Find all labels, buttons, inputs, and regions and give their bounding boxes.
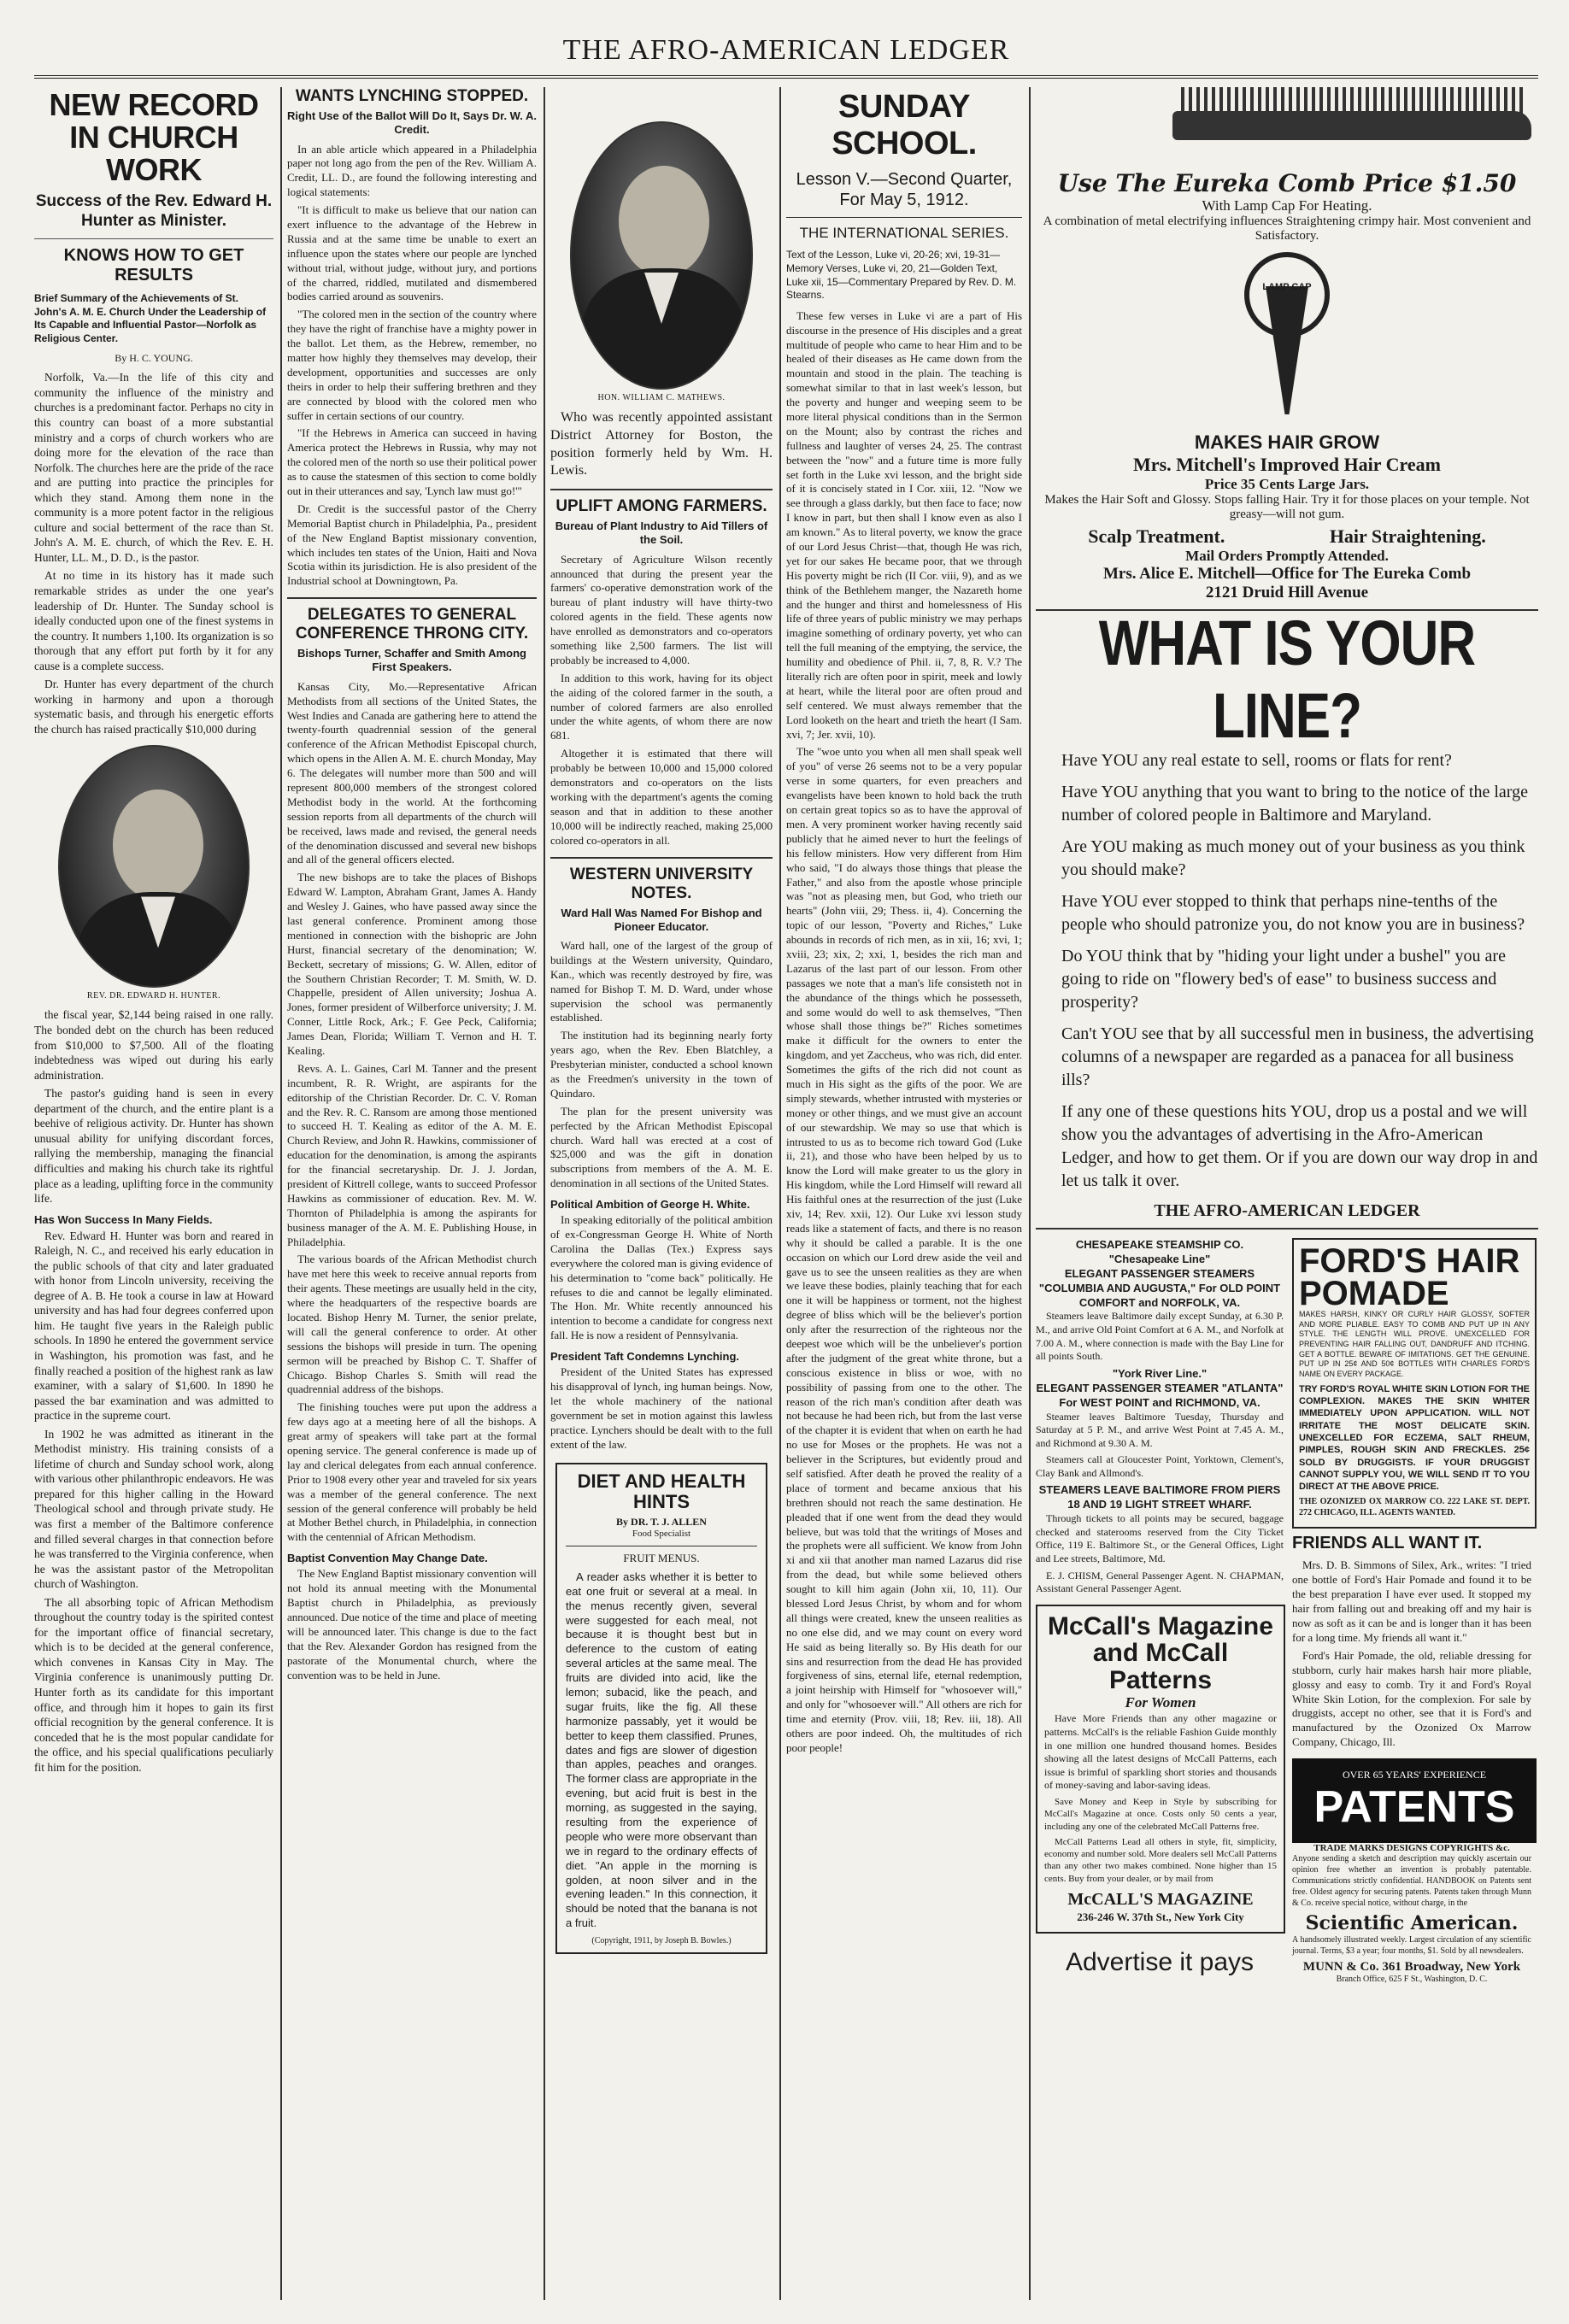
cream-price: Price 35 Cents Large Jars.	[1204, 476, 1370, 492]
paragraph: Kansas City, Mo.—Representative African Methodists from all sections of the United States, the West Indies and Canada are gathering here to attend the twenty-fourth quadrennial session of the general conference of the African Methodist Episcopal church, which opens in the Allen A. M. E. church Monday, May 6. The delegates will number more than 500 and will represent 800,000 members of the strongest colored Methodist body in the world. At the forthcoming session reports from all departments of the church will be received, laws made and revised, the general needs of the denomination discussed and several new bishops and all of the general officers elected.	[287, 679, 537, 866]
ads-lower-row	[1036, 1238, 1538, 1984]
headline-delegates: DELEGATES TO GENERAL CONFERENCE THRONG CITY.	[287, 597, 537, 643]
subhead-lesson: Lesson V.—Second Quarter, For May 5, 1912.	[796, 170, 1013, 209]
eureka-title: Use The Eureka Comb Price $1.50	[1057, 169, 1517, 197]
paragraph: the fiscal year, $2,144 being raised in one rally. The bonded debt on the church has been reduced from $10,000 to $7,500. All of the floating indebtedness was wiped out during his early administration.	[34, 1008, 273, 1082]
mccall-for-women: For Women	[1125, 1694, 1196, 1711]
office-line: Mrs. Alice E. Mitchell—Office for The Eureka Comb	[1102, 565, 1472, 583]
headline-sunday-school: SUNDAY SCHOOL.	[832, 89, 977, 161]
patents-ad	[1292, 1758, 1537, 1843]
munn-co: MUNN & Co. 361 Broadway, New York	[1302, 1960, 1521, 1975]
ches-atlanta: ELEGANT PASSENGER STEAMER "ATLANTA" For WEST POINT and RICHMOND, VA.	[1036, 1381, 1284, 1409]
mccall-magazine-name: McCALL'S MAGAZINE	[1067, 1890, 1254, 1910]
paragraph: Altogether it is estimated that there will probably be between 10,000 and 15,000 colored demonstrators and co-operators on the lists working with the department's agents the coming season and that in addition to these another 10,000 will be indirectly reached, making 25,000 colored co-operators in all.	[550, 747, 773, 847]
eureka-line: With Lamp Cap For Heating.	[1202, 197, 1372, 214]
treatment-row	[1036, 525, 1538, 548]
ledger-signoff: THE AFRO-AMERICAN LEDGER	[1154, 1201, 1420, 1220]
paragraph: Anyone sending a sketch and description may quickly ascertain our opinion free whether an invention is probably patentable. Communications strictly confidential. HANDBOOK on Patents sent free. Oldest agency for securing patents. Patents taken through Munn & Co. receive special notice, without charge, in the	[1292, 1854, 1531, 1909]
office-address: 2121 Druid Hill Avenue	[1205, 584, 1369, 602]
inline-heading: Political Ambition of George H. White.	[550, 1198, 750, 1212]
ches-line-name: "Chesapeake Line"	[1108, 1252, 1211, 1265]
paragraph: The finishing touches were put upon the address a few days ago at a meeting here of all the bishops. A great army of speakers will take part at the formal opening service. The general conference is made up of lay and clerical delegates from each annual conference. Prior to 1908 every other year and traveled for six years was a member of the general conference. The next session of the general conference will probably be held at Mother Bethel church, in Philadelphia, in connection with the centennial of African Methodism.	[287, 1400, 537, 1544]
mccall-title: McCall's Magazine and McCall Patterns	[1048, 1611, 1273, 1694]
chesapeake-steamship-ad	[1036, 1238, 1284, 1984]
paragraph: In 1902 he was admitted as itinerant in the Methodist ministry. His training consists of a lifetime of church and Sunday school work, along with various other philanthropic endeavors. He was prepared for this higher calling in the Howard Theological school and through private study. He was first a member of the Baltimore conference and filled several charges in that connection before he was transferred to the Virginia conference, when he was the assistant pastor of the Metropolitan church of Washington.	[34, 1427, 273, 1591]
mail-orders: Mail Orders Promptly Attended.	[1185, 548, 1389, 564]
paragraph: Steamers call at Gloucester Point, Yorktown, Clement's, Clay Bank and Allmond's.	[1036, 1453, 1284, 1479]
eureka-line: A combination of metal electrifying influences Straightening crimpy hair. Most convenient and Satisfactory.	[1043, 214, 1531, 243]
paragraph: "It is difficult to make us believe that our nation can exert influence to the advantage of the Hebrew in Russia and at the same time be unable to exert an influence upon the states where our people are lynched without trial, without judge, without jury, and portions of the charred, riddled, mutilated and dismembered bodies carried around as souvenirs.	[287, 203, 537, 303]
question: Have YOU any real estate to sell, rooms or flats for rent?	[1061, 751, 1452, 770]
column-lynching	[287, 87, 537, 2300]
paragraph: Through tickets to all points may be secured, baggage checked and staterooms reserved from the City Ticket Office, 119 E. Baltimore St., or the General Offices, Light and Lee streets, Baltimore, Md.	[1036, 1512, 1284, 1565]
question: Can't YOU see that by all successful men in business, the advertising columns of a newspaper are regarded as a panacea for all business ills?	[1061, 1024, 1534, 1089]
ches-title: CHESAPEAKE STEAMSHIP CO.	[1075, 1238, 1244, 1251]
makes-hair-grow: MAKES HAIR GROW	[1194, 431, 1380, 453]
portrait-mathews	[570, 121, 753, 390]
copyright-line: (Copyright, 1911, by Joseph B. Bowles.)	[591, 1936, 732, 1946]
question: Have YOU ever stopped to think that perhaps nine-tenths of the people who should patronize you, do not know you are in business?	[1061, 892, 1525, 934]
cream-description: Makes the Hair Soft and Glossy. Stops falling Hair. Try it for those places on your temple. Not greasy—will not gum.	[1044, 493, 1530, 521]
paragraph: The "woe unto you when all men shall speak well of you" of verse 26 seems not to be a very popular verse in some quarters, for even preachers and evangelists have been known to hold back the truth on certain great topics so as to have the approval of men. A very prominent worker having recently said publicly that he aimed never to hurt the feelings of his fellow ministers. How very different from Him who said, "I do always those things that please the Father," and also from the apostle whose principle was "not as pleasing men, but God, who trieth our hearts" (John viii, 29; Thess. ii, 4). Concerning the topic of our lesson, "Poverty and Riches," Luke abounds in records of rich men, as in xii, 16; xvi, 1; xviii, 23; xix, 2; xxi, 1, besides the rich man and Lazarus of the last part of our lesson. From other passages we note that a man's life consisteth not in the abundance of the things which he possesseth, and some would do well to ask themselves, "Then whose shall those things be?" Riches sometimes make it difficult for the owners to enter the kingdom, and yet Zaccheus, who was rich, did enter. Sometimes the gifts of the rich did not count as much in His sight as the gifts of the poor. We are simply stewards, whether intrusted with mysteries or money or other things, and we must give an account of our stewardship. We may so use that which is intrusted to us as to become rich toward God (Luke ii, 21), and those who have been helped by us to know the Lord will make greater to us the glory in His kingdom, while the Lord Himself will reward all His faithful ones at the resurrection of the just (Luke xiv, 14; Rev. xxii, 12). Our Luke xvi lesson study reads like a statement of facts, and there is no reason why it should be called a parable. It is the one occasion on which our Lord drew aside the veil and gave us to see the unseen realities as they are when we leave these bodies, plainly teaching that for each one it will be happiness or torment, not the highest degree of bliss which will be the believer's portion only after the resurrection of the righteous nor the deepest woe which will be the unbeliever's portion after the judgment of the great white throne, but a conscious existence in bliss or woe, with no possibility of passing from one to the other. The reason of the rich man's condition after death was not because he had been rich, but from the last verse of the chapter it is evident that when on earth he had no use for Moses or the prophets. He was not a believer in the Scriptures, but evidently proud and self satisfied. After death he proved the reality of a place of torment and became anxious that his brethren should not reach the same destination. He pleaded that if one went from the dead they would believe, but was told that the writings of Moses and the prophets were all sufficient. We know from John xi and xii that another man named Lazarus did rise from the dead, but while some believed others sought to kill him again (John xii, 10, 11). Our blessed Lord Jesus Christ, by whom and for whom all things were created, knew the unseen realities as no one else did, and we may count on every word He said as being literally so. By His death for our sins and resurrection from the dead He has provided forgiveness of sins, eternal life, eternal redemption, a joint heirship with Himself for "whosoever will," and only for "whosoever will." All others are rich for time and eternity (Prov. viii, 18; Rev. iii, 18). All others are poor indeed. Oh, the multitudes of rich poor people!	[786, 745, 1022, 1754]
diet-box-text: A reader asks whether it is better to eat one fruit or several at a meal. In the menus recently given, several were suggested for each meal, not because it is thought best but in deference to the custom of eating several articles at the same meal. The fruits are divided into acid, like the lemon; subacid, like the peach, and sugar fruits, like the fig. All these harmonize passably, yet it would be better to keep them classified. Prunes, dates and figs are slower of digestion than apples, peaches and oranges. The former class are appropriate in the evening, but acid fruit is best in the morning, as suggested in the saying, resulting from the experience of people who were more observant than we in regard to the ordinary effects of diet. "An apple in the morning is golden, at noon silver and in the evening leaden." In this connection, it should be noted that the banana is not a fruit.	[566, 1570, 757, 1930]
paragraph: E. J. CHISM, General Passenger Agent. N. CHAPMAN, Assistant General Passenger Agent.	[1036, 1569, 1284, 1595]
hair-cream: Mrs. Mitchell's Improved Hair Cream	[1133, 454, 1441, 475]
question: Are YOU making as much money out of your business as you think you should make?	[1061, 837, 1525, 879]
paragraph: Steamers leave Baltimore daily except Sunday, at 6.30 P. M., and arrive Old Point Comfort at 6 A. M., and Norfolk at 7.00 A. M., where connection is made with the Bay Line for all points South.	[1036, 1310, 1284, 1363]
column-mathews	[550, 87, 773, 2300]
paragraph: TRY FORD'S ROYAL WHITE SKIN LOTION FOR THE COMPLEXION. MAKES THE SKIN WHITER IMMEDIATELY UPON APPLICATION. WILL NOT IRRITATE THE MOST DELICATE SKIN. UNEXCELLED FOR ECZEMA, SALT RHEUM, PIMPLES, ROUGH SKIN AND FRECKLES. 25¢ SOLD BY DRUGGISTS. IF YOUR DRUGGIST CANNOT SUPPLY YOU, WE WILL SEND IT TO YOU DIRECT AT THE ABOVE PRICE.	[1299, 1383, 1530, 1493]
paragraph: In addition to this work, having for its object the aiding of the colored farmer in the south, a number of colored farmers are also enrolled under the white agents, of whom there are now 681.	[550, 671, 773, 742]
eureka-comb-ad	[1036, 87, 1538, 611]
what-is-your-line-ad	[1036, 608, 1538, 1229]
paragraph: Have More Friends than any other magazine or patterns. McCall's is the reliable Fashion Guide monthly in one million one hundred thousand homes. Besides showing all the latest designs of McCall Patterns, each issue is brimful of sparkling short stories and thousands of money-saving and labor-saving ideas.	[1044, 1712, 1277, 1792]
paragraph: The all absorbing topic of African Methodism throughout the country today is the spirited contest for the important office of financial secretary, which is to be decided at the general conference, which convenes in Kansas City in May. The Virginia conference is unanimously putting Dr. Hunter forth as its candidate for this important office, and through him it hopes to gain its first official recognition by the general conference. It is conceded that he is the most popular candidate for the office, and his special qualifications peculiarly fit him for the position.	[34, 1595, 273, 1774]
column-rule	[779, 87, 781, 2300]
patents-experience: OVER 65 YEARS' EXPERIENCE	[1342, 1769, 1487, 1781]
diet-box-subtitle: FRUIT MENUS.	[566, 1546, 757, 1565]
byline: By H. C. YOUNG.	[115, 352, 193, 365]
paragraph: Revs. A. L. Gaines, Carl M. Tanner and the present incumbent, R. R. Wright, are aspirants for the editorship of the Christian Recorder. Dr. C. V. Roman and the Rev. R. C. Ransom are among those mentioned to succeed H. T. Kealing as editor of the A. M. E. Church Review, and John R. Hawkins, commissioner of education for the denomination, is among the aspirants for the financial secretaryship. Dr. J. J. Jordan, president of Kittrell college, wants to succeed Professor Hawkins as commissioner of education. Rev. M. W. Thornton of Philadelphia is among the aspirants for business manager of the A. M. E. Publishing House, in Philadelphia.	[287, 1061, 537, 1248]
portrait-caption: REV. DR. EDWARD H. HUNTER.	[86, 991, 221, 1001]
paragraph: Rev. Edward H. Hunter was born and reared in Raleigh, N. C., and received his early education in the public schools of that city and later graduated with honor from Lincoln university, receiving the degree of A. B. He took a course in law at Howard university and has had four degrees conferred upon him. He taught five years in the Raleigh public schools. In 1890 he entered the government service in Washington, his promotion was fast, and he finally reached a position of the highest rank as law examiner, with a salary of $1,600. In 1890 he passed the bar examination and was admitted to practice in the supreme court.	[34, 1229, 273, 1423]
subhead-ward-hall: Ward Hall Was Named For Bishop and Pioneer Educator.	[561, 906, 762, 933]
paragraph: THE OZONIZED OX MARROW CO. 222 LAKE ST. DEPT. 272 CHICAGO, ILL. AGENTS WANTED.	[1299, 1497, 1530, 1518]
comb-icon	[1036, 87, 1538, 164]
lesson-deck: Text of the Lesson, Luke vi, 20-26; xvi, 19-31—Memory Verses, Luke vi, 20, 21—Golden Text, Luke xii, 15—Commentary Prepared by Rev. D. M. Stearns.	[786, 249, 1017, 302]
headline-western-university: WESTERN UNIVERSITY NOTES.	[550, 857, 773, 903]
column-sunday-school	[786, 87, 1022, 2300]
column-rule	[280, 87, 282, 2300]
scientific-american: Scientific American.	[1305, 1912, 1519, 1935]
paragraph: Dr. Hunter has every department of the church working in harmony and upon a thorough systematic basis, and through his energetic efforts the church has raised practically $10,000 during	[34, 678, 273, 736]
paragraph: Secretary of Agriculture Wilson recently announced that during the present year the farmers' co-operative demonstration work of the bureau of plant industry will have thirty-two colored agents in the field. These agents now have enrolled as demonstrators and co-operators something like 2,500 farmers. The list will probably be increased to 4,000.	[550, 552, 773, 666]
inline-heading: President Taft Condemns Lynching.	[550, 1350, 740, 1364]
inline-heading: Baptist Convention May Change Date.	[287, 1552, 488, 1565]
masthead-title: THE AFRO-AMERICAN LEDGER	[562, 34, 1010, 66]
diet-health-box	[555, 1463, 767, 1955]
column-rule	[544, 87, 545, 2300]
fords-pomade-ad	[1292, 1238, 1537, 1529]
newspaper-page	[34, 26, 1538, 2307]
question: Have YOU anything that you want to bring to the notice of the large number of colored people in Baltimore and Maryland.	[1061, 783, 1528, 825]
paragraph: The various boards of the African Methodist church have met here this week to receive annual reports from their agents. These meetings are usually held in the city, where the headquarters of the respective boards are located. Bishop Henry M. Turner, the senior prelate, will call the general conference to order. At other sessions the bishops will preside in turn. The opening sermon will be preached by Bishop C. T. Shaffer of Chicago. Bishop Charles S. Smith will read the quadrennial address of the bishops.	[287, 1253, 537, 1396]
paragraph: President of the United States has expressed his disapproval of lynch, ing human beings. Now, let the whole machinery of the national government be set in motion against this lawless practice. Lynchers should be dealt with to the full extent of the law.	[550, 1365, 773, 1451]
question: Do YOU think that by "hiding your light under a bushel" you are going to ride on "flowery bed's of ease" to business success and prosperity?	[1061, 947, 1506, 1012]
paragraph: The plan for the present university was perfected by the African Methodist Episcopal church. Ward hall was erected at a cost of $25,000 and was the gift in donation subscriptions from members of the A. M. E. denomination in all sections of the United States.	[550, 1104, 773, 1190]
lamp-cap-icon	[1236, 252, 1338, 423]
paragraph: The pastor's guiding hand is seen in every department of the church, and the entire plant is a beehive of religious activity. Dr. Hunter has shown unusual ability for unifying discordant forces, rallying the membership, managing the financial difficulties and making his church take its rightful place as a leading, uplifting force in the community life.	[34, 1087, 273, 1206]
diet-box-title: DIET AND HEALTH HINTS	[577, 1470, 746, 1512]
mccall-ad	[1036, 1605, 1285, 1934]
paragraph: Dr. Credit is the successful pastor of the Cherry Memorial Baptist church in Philadelphia, Pa., president of the New England Baptist missionary convention, which includes ten states of the Union, Haiti and Nova Scotia within its jurisdiction. He is also president of the Industrial school at Downingtown, Pa.	[287, 502, 537, 588]
ford-title: FORD'S HAIR POMADE	[1299, 1242, 1520, 1312]
subhead-success: Success of the Rev. Edward H. Hunter as Minister.	[35, 192, 273, 231]
what-is-your-line-title: WHAT IS YOUR LINE?	[1098, 608, 1476, 752]
paragraph: "The colored men in the section of the country where they have the right of franchise have a mighty power in the ballot. Let them, as the Hebrew, remember, no matter how highly they themselves may develop, their development, opportunities and successes are only theirs in order to help their suffering brethren and they are connected by blood with the colored men who suffer in certain sections of our country.	[287, 308, 537, 422]
ford-and-patents-column	[1292, 1238, 1531, 1984]
ches-york-river: "York River Line."	[1112, 1366, 1208, 1380]
paragraph: The institution had its beginning nearly forty years ago, when the Rev. Eben Blatchley, a Presbyterian minister, conducted a school known as the Freedmen's university in the town of Quindaro.	[550, 1029, 773, 1100]
portrait-hunter	[58, 745, 250, 988]
subhead-bishops: Bishops Turner, Schaffer and Smith Among First Speakers.	[297, 647, 526, 674]
friends-all-want-it: FRIENDS ALL WANT IT.	[1292, 1534, 1483, 1553]
paragraph: McCall Patterns Lead all others in style, fit, simplicity, economy and number sold. More dealers sell McCall Patterns than any other two makes combined. None higher than 15 cents. Buy from your dealer, or by mail from	[1044, 1836, 1277, 1884]
subhead-series: THE INTERNATIONAL SERIES.	[786, 217, 1022, 242]
paragraph: Norfolk, Va.—In the life of this city and community the influence of the ministry and churches is a predominant factor. Perhaps no city in this country can boast of a more substantial ministry and a corps of church workers who are doing more for the elevation of the race than Norfolk. The churches here are the pride of the race and are putting into practice the principles for which they stand. Among them none in the community is a more potent factor in the religious culture and social betterment of the race than St. John's A. M. E. church, of which the Rev. E. H. Hunter, LL. M., D. D., is the pastor.	[34, 371, 273, 564]
paragraph: "If the Hebrews in America can succeed in having America protect the Hebrews in Russia, why may not the colored men of the north so use their political power as to cause the statesmen of this section to come boldly out in their utterances and say, 'Lynch law must go!'"	[287, 426, 537, 497]
paragraph: Ward hall, one of the largest of the group of buildings at the Western university, Quindaro, Kan., which was recently destroyed by fire, was named for Bishop T. M. D. Ward, under whose supervision the school was permanently established.	[550, 939, 773, 1024]
hair-straightening: Hair Straightening.	[1329, 525, 1486, 547]
paragraph: A handsomely illustrated weekly. Largest circulation of any scientific journal. Terms, $3 a year; four months, $1. Sold by all newsdealers.	[1292, 1935, 1531, 1957]
paragraph: Save Money and Keep in Style by subscribing for McCall's Magazine at once. Costs only 50 cents a year, including any one of the celebrated McCall Patterns free.	[1044, 1796, 1277, 1832]
paragraph: In an able article which appeared in a Philadelphia paper not long ago from the pen of the Rev. William A. Credit, LL. D., are found the following interesting and logical statements:	[287, 142, 537, 199]
subhead-plant-industry: Bureau of Plant Industry to Aid Tillers of the Soil.	[555, 519, 768, 547]
paragraph: At no time in its history has it made such remarkable strides as under the one year's leadership of Dr. Hunter. The Sunday school is ideally conducted upon one of the finest systems in the country. It numbers 1,100. Its organization is so thorough that any effort put forth by it for any cause is a complete success.	[34, 569, 273, 672]
ches-steamers: ELEGANT PASSENGER STEAMERS	[1064, 1266, 1255, 1280]
paragraph: Mrs. D. B. Simmons of Silex, Ark., writes: "I tried one bottle of Ford's Hair Pomade and found it to be the best preparation I have ever used. It stopped my hair from falling out and breaking off and my hair is now as soft as it can be and is longer than it has been for a long time. My friends all want it."	[1292, 1558, 1531, 1644]
inline-heading: Has Won Success In Many Fields.	[34, 1212, 213, 1226]
patents-title: PATENTS	[1313, 1782, 1515, 1833]
column-church-work	[34, 87, 273, 2300]
headline-church-work: NEW RECORD IN CHURCH WORK	[49, 87, 259, 187]
paragraph: Ford's Hair Pomade, the old, reliable dressing for stubborn, curly hair makes harsh hair more pliable, glossy and easy to comb. Try it and Ford's Royal White Skin Lotion, for the complexion. For sale by druggists, accept no other, see that it is Ford's and manufactured by the Ozonized Ox Marrow Company, Chicago, Ill.	[1292, 1648, 1531, 1749]
paragraph: MAKES HARSH, KINKY OR CURLY HAIR GLOSSY, SOFTER AND MORE PLIABLE. EASY TO COMB AND PUT UP IN ANY STYLE. THE LENGTH WILL PROVE. UNEXCELLED FOR PREVENTING HAIR FALLING OUT, DANDRUFF AND ITCHING. GET A BOTTLE. BEWARE OF IMITATIONS. GET THE GENUINE. PUT UP IN 25¢ AND 50¢ BOTTLES WITH CHARLES FORD'S NAME ON EVERY PACKAGE.	[1299, 1310, 1530, 1379]
ches-route: "COLUMBIA AND AUGUSTA," For OLD POINT COMFORT and NORFOLK, VA.	[1038, 1281, 1281, 1309]
advertise-it-pays: Advertise it pays	[1065, 1947, 1255, 1976]
lamp-cap-label: LAMP CAP	[1262, 282, 1312, 292]
diet-box-role: Food Specialist	[632, 1528, 691, 1539]
diet-box-author: By DR. T. J. ALLEN	[616, 1515, 707, 1528]
paragraph: These few verses in Luke vi are a part of His discourse in the presence of His disciples and a great multitude of people who came to hear Him and to be healed of their diseases as He came down from the mountain and stood in the plain. The teaching is somewhat similar to that in last week's lesson, but the poverty and hunger and weeping seem to be more literal physical conditions than in the Sermon on the Mount; also by contrast the riches and fullness and laughter of verses 24, 25. The contrast between the "now" and a future time is more fully set forth in the Luke xvi lesson, and the bright side of it is concisely stated in I Cor. xiii, 12. "Now we see through a glass darkly, but then face to face; now I know in part, but then shall I know even as also I am known." As to literal poverty, we know the grace of our Lord Jesus Christ—that, though He was rich, yet for our sakes He became poor, that we through His poverty might be rich (II Cor. viii, 9), and as we think of the Bethlehem manger, the Nazareth home and the hunger and thirst and homelessness of His life of three years of public ministry we may perhaps imagine something of ordinary poverty, yet who can tell the full meaning of the emptying, the service, the humility and obedience of Phil. ii, 7, 8, R. V.? The literally rich are often poor in spirit, meek and lowly at heart, while the literal poor are often proud and self centered. We must always remember that the Lord looketh on the heart and trieth the heart (I Sam. xvi, 7; Jer. xvii, 10).	[786, 308, 1022, 741]
paragraph: In speaking editorially of the political ambition of ex-Congressman George H. White of North Carolina the Dallas (Tex.) Express says everywhere the colored man is giving evidence of his determination to "come back" politically. He refuses to die and cannot be legally eliminated. The Hon. Mr. White recently announced his intention to become a candidate for congress next fall. He is now a resident of Pennsylvania.	[550, 1213, 773, 1342]
headline-lynching: WANTS LYNCHING STOPPED.	[295, 87, 529, 105]
column-rule	[1029, 87, 1031, 2300]
subhead-ballot: Right Use of the Ballot Will Do It, Says Dr. W. A. Credit.	[287, 109, 537, 137]
portrait-caption: HON. WILLIAM C. MATHEWS.	[597, 393, 726, 402]
scalp-treatment: Scalp Treatment.	[1088, 525, 1225, 547]
paragraph: The new bishops are to take the places of Bishops Edward W. Lampton, Abraham Grant, James A. Handy and Wesley J. Gaines, who have passed away since the last general conference. Prominent among those mentioned in connection with the bishopric are John Hurst, financial secretary of the denomination; W. Beckett, secretary of missions; G. W. Allen, editor of the Southern Christian Recorder; T. M. Smith, W. D. Chappelle, president of Allen university; Joshua A. Jones, former president of Wilberforce university; J. M. Conner, Little Rock, Ark.; F. Gee Peck, California; James Dean, Florida; William T. Vernon and H. T. Kealing.	[287, 871, 537, 1057]
column-advertisements	[1036, 87, 1538, 2300]
patents-sub: TRADE MARKS DESIGNS COPYRIGHTS &c.	[1313, 1843, 1510, 1854]
question: If any one of these questions hits YOU, drop us a postal and we will show you the advantages of advertising in the Afro-American Ledger, and how to get them. Or if you are down our way drop in and let us talk it over.	[1061, 1102, 1538, 1190]
headline-farmers: UPLIFT AMONG FARMERS.	[550, 489, 773, 516]
paragraph: The New England Baptist missionary convention will not hold its annual meeting with the Monumental Baptist church in Philadelphia, as previously announced. Due notice of the time and place of meeting will be announced later. This change is due to the fact that the Rev. Alexander Gordon has resigned from the pastorate of the Monumental church, where the convention was to be held in June.	[287, 1567, 537, 1681]
munn-branch: Branch Office, 625 F St., Washington, D. C.	[1336, 1975, 1488, 1985]
ches-piers: STEAMERS LEAVE BALTIMORE FROM PIERS 18 AND 19 LIGHT STREET WHARF.	[1038, 1483, 1281, 1511]
subhead-results: KNOWS HOW TO GET RESULTS	[34, 238, 273, 285]
paragraph: Steamer leaves Baltimore Tuesday, Thursday and Saturday at 5 P. M., and arrive West Point at 7.45 A. M., and Richmond at 9.30 A. M.	[1036, 1410, 1284, 1449]
mccall-address: 236-246 W. 37th St., New York City	[1077, 1910, 1244, 1924]
masthead	[34, 26, 1538, 79]
lead-paragraph: Who was recently appointed assistant District Attorney for Boston, the position formerly held by Wm. H. Lewis.	[550, 410, 773, 478]
article-deck: Brief Summary of the Achievements of St. John's A. M. E. Church Under the Leadership of Its Capable and Influential Pastor—Norfolk as Religious Center.	[34, 291, 267, 344]
